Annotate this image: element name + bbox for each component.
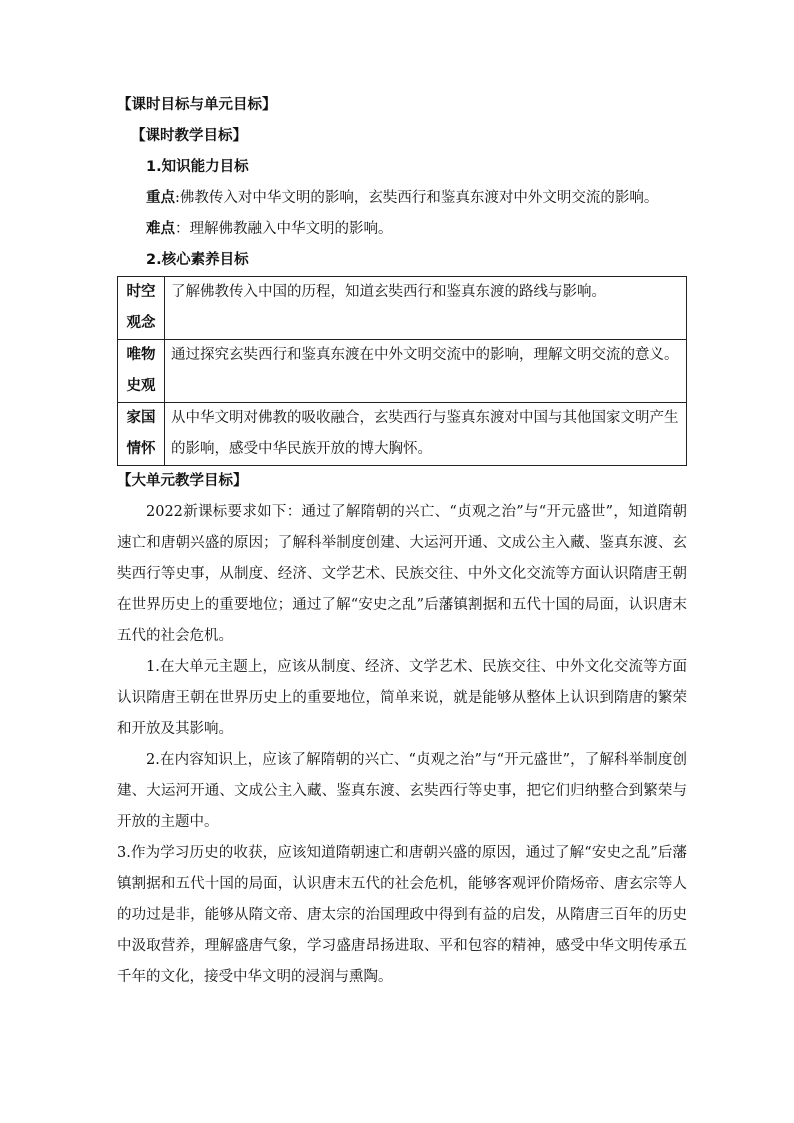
literacy-goals-table [117,276,687,466]
table-row [118,277,687,340]
key-point-text: :佛教传入对中华文明的影响，玄奘西行和鉴真东渡对中外文明交流的影响。 [175,190,659,206]
key-point-label: 重点 [146,190,175,206]
table-row [118,340,687,403]
heading-unit-goals: 【大单元教学目标】 [117,473,248,489]
difficulty-label: 难点 [146,221,175,237]
row-label: 家国情怀 [118,403,165,466]
unit-point-1: 1.在大单元主题上，应该从制度、经济、文学艺术、民族交往、中外文化交流等方面认识隋唐王朝在世界历史上的重要地位，简单来说，就是能够从整体上认识到隋唐的繁荣和开放及其影响。 [117,659,687,737]
row-content: 了解佛教传入中国的历程，知道玄奘西行和鉴真东渡的路线与影响。 [165,277,687,340]
section-knowledge-title: 1.知识能力目标 [146,159,249,175]
unit-point-3: 3.作为学习历史的收获，应该知道隋朝速亡和唐朝兴盛的原因，通过了解“安史之乱”后藩镇割据和五代十国的局面，认识唐末五代的社会危机，能够客观评价隋炀帝、唐玄宗等人的功过是非，能够从隋文帝、唐太宗的治国理政中得到有益的启发，从隋唐三百年的历史中汲取营养，理解盛唐气象，学习盛唐昂扬进取、平和包容的精神，感受中华文明传承五千年的文化，接受中华文明的浸润与熏陶。 [117,845,687,985]
row-content: 从中华文明对佛教的吸收融合，玄奘西行与鉴真东渡对中国与其他国家文明产生的影响，感受中华民族开放的博大胸怀。 [165,403,687,466]
key-point-paragraph [117,183,687,214]
document-page [117,90,687,993]
section-literacy-title: 2.核心素养目标 [146,252,249,268]
unit-point-2: 2.在内容知识上，应该了解隋朝的兴亡、“贞观之治”与“开元盛世”，了解科举制度创建、大运河开通、文成公主入藏、鉴真东渡、玄奘西行等史事，把它们归纳整合到繁荣与开放的主题中。 [117,752,687,830]
heading-main: 【课时目标与单元目标】 [117,97,277,113]
table-row [118,403,687,466]
unit-intro-paragraph: 2022新课标要求如下：通过了解隋朝的兴亡、“贞观之治”与“开元盛世”，知道隋朝速亡和唐朝兴盛的原因；了解科举制度创建、大运河开通、文成公主入藏、鉴真东渡、玄奘西行等史事，从制度、经济、文学艺术、民族交往、中外文化交流等方面认识隋唐王朝在世界历史上的重要地位；通过了解“安史之乱”后藩镇割据和五代十国的局面，认识唐末五代的社会危机。 [117,504,687,644]
row-label: 时空观念 [118,277,165,340]
difficulty-paragraph [117,214,687,245]
row-content: 通过探究玄奘西行和鉴真东渡在中外文明交流中的影响，理解文明交流的意义。 [165,340,687,403]
difficulty-text: ：理解佛教融入中华文明的影响。 [175,221,393,237]
heading-lesson-goals: 【课时教学目标】 [131,128,247,144]
row-label: 唯物史观 [118,340,165,403]
